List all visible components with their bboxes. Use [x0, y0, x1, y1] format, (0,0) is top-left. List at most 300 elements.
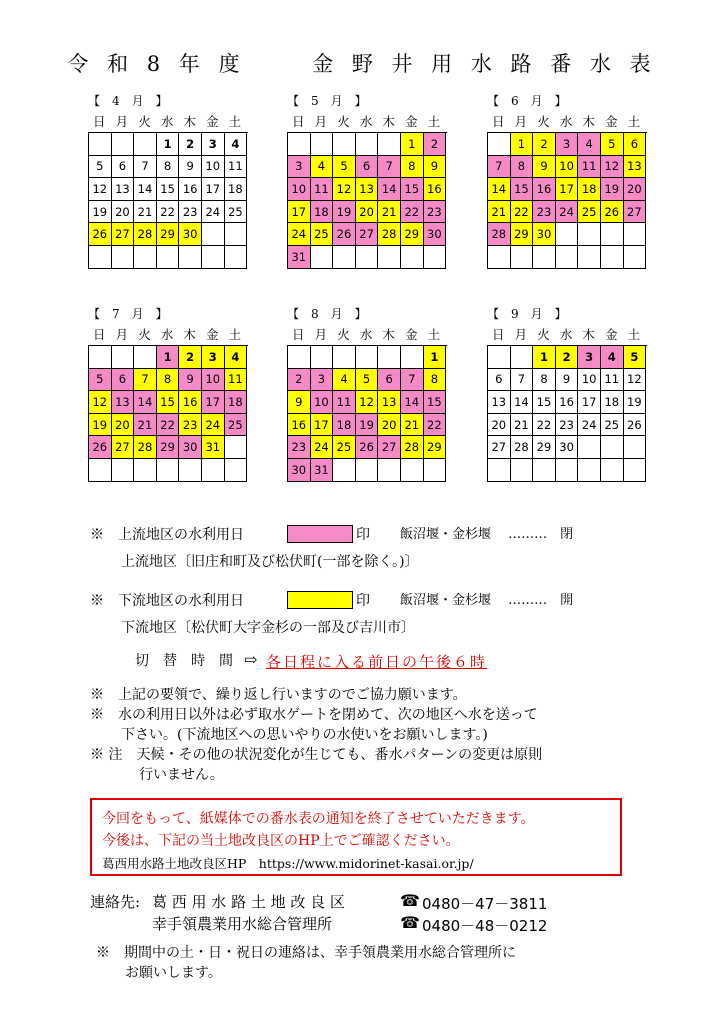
day-cell: 21 [511, 414, 534, 437]
day-cell: 8 [424, 369, 447, 392]
day-cell: 18 [578, 178, 601, 201]
day-cell: 2 [179, 346, 202, 369]
month-calendar [88, 92, 248, 269]
empty-cell [601, 223, 624, 246]
day-cell: 2 [179, 133, 202, 156]
day-cell: 28 [378, 223, 401, 246]
footer-note-cont: お願いします。 [125, 965, 222, 981]
day-cell: 13 [112, 391, 135, 414]
day-cell: 22 [511, 201, 534, 224]
weekday-label: 月 [115, 114, 129, 129]
empty-cell [311, 246, 334, 269]
day-cell: 8 [157, 156, 180, 179]
weekday-label: 日 [292, 114, 305, 129]
day-cell: 25 [225, 201, 248, 224]
day-cell: 14 [378, 178, 401, 201]
day-cell: 31 [202, 436, 225, 459]
empty-cell [311, 133, 334, 156]
day-cell: 12 [356, 391, 379, 414]
day-cell: 4 [225, 346, 248, 369]
weekday-label: 火 [337, 114, 350, 129]
day-cell: 20 [356, 201, 379, 224]
day-cell: 22 [424, 414, 447, 437]
day-cell: 18 [601, 391, 624, 414]
day-cell: 6 [112, 156, 135, 179]
day-cell: 12 [89, 391, 112, 414]
day-cell: 13 [624, 156, 647, 179]
day-cell: 12 [333, 178, 356, 201]
note-1: ※ 上記の要領で、繰り返し行いますのでご協力願います。 [90, 687, 467, 703]
day-cell: 26 [624, 414, 647, 437]
day-cell: 2 [533, 133, 556, 156]
day-cell: 21 [488, 201, 511, 224]
day-cell: 22 [157, 201, 180, 224]
notice-line-2: 今後は、下記の当土地改良区のHP上でご確認ください。 [102, 833, 460, 849]
empty-cell [202, 246, 225, 269]
day-cell: 19 [601, 178, 624, 201]
empty-cell [134, 459, 157, 482]
day-cell: 16 [288, 414, 311, 437]
day-cell: 18 [225, 391, 248, 414]
weekday-label: 火 [537, 114, 550, 129]
day-cell: 17 [288, 201, 311, 224]
day-cell: 14 [401, 391, 424, 414]
month-calendar [287, 305, 447, 482]
day-cell: 23 [179, 414, 202, 437]
day-cell: 11 [311, 178, 334, 201]
day-cell: 20 [488, 414, 511, 437]
day-cell: 8 [533, 369, 556, 392]
phone-icon: ☎ [400, 913, 420, 932]
day-cell: 31 [311, 459, 334, 482]
day-cell: 24 [556, 201, 579, 224]
day-cell: 27 [624, 201, 647, 224]
day-cell: 2 [556, 346, 579, 369]
day-cell: 29 [533, 436, 556, 459]
day-cell: 26 [89, 436, 112, 459]
month-label: 【 9 月 】 [487, 307, 567, 321]
day-cell: 16 [424, 178, 447, 201]
empty-cell [624, 246, 647, 269]
day-cell: 27 [378, 436, 401, 459]
weekday-header [287, 323, 447, 345]
day-cell: 9 [556, 369, 579, 392]
weekday-label: 月 [314, 327, 328, 342]
day-cell: 23 [424, 201, 447, 224]
day-cell: 15 [533, 391, 556, 414]
weekday-label: 木 [582, 114, 595, 129]
day-cell: 11 [601, 369, 624, 392]
empty-cell [556, 246, 579, 269]
day-cell: 3 [578, 346, 601, 369]
day-cell: 9 [179, 369, 202, 392]
day-grid [487, 345, 647, 482]
day-cell: 9 [533, 156, 556, 179]
weekday-label: 日 [292, 327, 305, 342]
day-cell: 26 [601, 201, 624, 224]
empty-cell [112, 459, 135, 482]
day-cell: 24 [311, 436, 334, 459]
empty-cell [356, 346, 379, 369]
upstream-mark: 印 [356, 527, 370, 543]
weekday-label: 月 [314, 114, 328, 129]
empty-cell [578, 436, 601, 459]
day-cell: 19 [624, 391, 647, 414]
day-cell: 5 [333, 156, 356, 179]
empty-cell [624, 223, 647, 246]
day-cell: 19 [89, 201, 112, 224]
empty-cell [578, 223, 601, 246]
month-calendar [487, 92, 647, 269]
day-cell: 27 [112, 223, 135, 246]
weekday-label: 火 [138, 327, 151, 342]
day-cell: 30 [556, 436, 579, 459]
day-cell: 23 [556, 414, 579, 437]
day-cell: 29 [511, 223, 534, 246]
empty-cell [401, 459, 424, 482]
weekday-label: 土 [427, 114, 441, 129]
empty-cell [157, 246, 180, 269]
day-cell: 29 [401, 223, 424, 246]
day-cell: 16 [179, 178, 202, 201]
downstream-area: 下流地区〔松伏町大字金杉の一部及び吉川市〕 [121, 620, 415, 636]
day-cell: 29 [157, 436, 180, 459]
day-cell: 4 [225, 133, 248, 156]
day-cell: 18 [225, 178, 248, 201]
empty-cell [112, 246, 135, 269]
day-cell: 1 [511, 133, 534, 156]
phone-icon: ☎ [400, 891, 420, 910]
empty-cell [401, 346, 424, 369]
empty-cell [89, 246, 112, 269]
day-cell: 28 [134, 223, 157, 246]
notice-line-1: 今回をもって、紙媒体での番水表の通知を終了させていただきます。 [102, 811, 535, 827]
day-cell: 23 [288, 436, 311, 459]
day-cell: 4 [311, 156, 334, 179]
empty-cell [157, 459, 180, 482]
month-label: 【 8 月 】 [287, 307, 367, 321]
contact-org-1: 葛 西 用 水 路 土 地 改 良 区 [152, 893, 345, 911]
footer-note: ※ 期間中の土・日・祝日の連絡は、幸手領農業用水総合管理所に [96, 945, 516, 961]
switch-time-label: 切 替 時 間 [135, 653, 233, 669]
day-cell: 7 [378, 156, 401, 179]
day-cell: 18 [333, 414, 356, 437]
day-cell: 1 [533, 346, 556, 369]
day-cell: 11 [225, 369, 248, 392]
arrow-right-icon: ⇨ [244, 650, 258, 669]
day-cell: 22 [533, 414, 556, 437]
day-cell: 10 [288, 178, 311, 201]
empty-cell [533, 459, 556, 482]
day-cell: 5 [356, 369, 379, 392]
day-cell: 1 [401, 133, 424, 156]
empty-cell [288, 133, 311, 156]
day-cell: 7 [401, 369, 424, 392]
day-cell: 14 [134, 178, 157, 201]
day-cell: 7 [134, 369, 157, 392]
empty-cell [533, 246, 556, 269]
empty-cell [89, 346, 112, 369]
weekday-label: 火 [337, 327, 350, 342]
weekday-header [287, 110, 447, 132]
weekday-label: 水 [160, 327, 174, 342]
empty-cell [356, 133, 379, 156]
empty-cell [424, 459, 447, 482]
day-cell: 4 [333, 369, 356, 392]
day-cell: 23 [179, 201, 202, 224]
day-cell: 28 [401, 436, 424, 459]
day-cell: 3 [202, 346, 225, 369]
empty-cell [488, 133, 511, 156]
weekday-label: 木 [183, 114, 196, 129]
empty-cell [556, 223, 579, 246]
day-cell: 2 [288, 369, 311, 392]
day-cell: 1 [157, 133, 180, 156]
empty-cell [424, 246, 447, 269]
day-cell: 30 [288, 459, 311, 482]
day-cell: 9 [424, 156, 447, 179]
weekday-label: 水 [160, 114, 174, 129]
day-cell: 21 [134, 414, 157, 437]
day-cell: 30 [179, 223, 202, 246]
switch-time-value: 各日程に入る前日の午後６時 [266, 653, 488, 671]
day-cell: 3 [311, 369, 334, 392]
pink-swatch [287, 525, 353, 543]
weekday-label: 日 [93, 327, 106, 342]
day-cell: 28 [134, 436, 157, 459]
weekday-header [487, 323, 647, 345]
day-cell: 14 [488, 178, 511, 201]
weekday-label: 火 [138, 114, 151, 129]
month-label: 【 4 月 】 [88, 94, 168, 108]
day-cell: 22 [157, 414, 180, 437]
empty-cell [601, 436, 624, 459]
day-cell: 19 [333, 201, 356, 224]
weekday-label: 金 [206, 327, 219, 342]
day-cell: 7 [134, 156, 157, 179]
empty-cell [624, 436, 647, 459]
empty-cell [511, 459, 534, 482]
day-cell: 11 [225, 156, 248, 179]
downstream-usage-label: ※ 下流地区の水利用日 [90, 593, 244, 609]
day-cell: 30 [533, 223, 556, 246]
empty-cell [356, 246, 379, 269]
day-cell: 15 [511, 178, 534, 201]
day-cell: 4 [601, 346, 624, 369]
month-label: 【 6 月 】 [487, 94, 567, 108]
day-cell: 25 [578, 201, 601, 224]
month-calendar [287, 92, 447, 269]
empty-cell [112, 133, 135, 156]
day-cell: 12 [601, 156, 624, 179]
day-cell: 20 [378, 414, 401, 437]
day-cell: 13 [378, 391, 401, 414]
contact-label: 連絡先: [90, 893, 141, 911]
day-grid [287, 345, 447, 482]
empty-cell [333, 346, 356, 369]
day-cell: 11 [578, 156, 601, 179]
day-cell: 11 [333, 391, 356, 414]
day-cell: 25 [333, 436, 356, 459]
month-label: 【 7 月 】 [88, 307, 168, 321]
day-cell: 22 [401, 201, 424, 224]
day-cell: 1 [157, 346, 180, 369]
day-cell: 16 [556, 391, 579, 414]
upstream-usage-label: ※ 上流地区の水利用日 [90, 527, 244, 543]
day-cell: 8 [401, 156, 424, 179]
empty-cell [578, 459, 601, 482]
weekday-label: 月 [514, 327, 528, 342]
day-cell: 30 [424, 223, 447, 246]
day-cell: 16 [179, 391, 202, 414]
day-cell: 13 [488, 391, 511, 414]
day-cell: 3 [556, 133, 579, 156]
day-cell: 17 [202, 391, 225, 414]
empty-cell [333, 133, 356, 156]
day-cell: 1 [424, 346, 447, 369]
day-cell: 13 [112, 178, 135, 201]
weekday-label: 月 [115, 327, 129, 342]
day-cell: 29 [157, 223, 180, 246]
weekday-header [487, 110, 647, 132]
day-cell: 27 [488, 436, 511, 459]
weekday-label: 金 [206, 114, 219, 129]
day-cell: 3 [202, 133, 225, 156]
day-cell: 10 [311, 391, 334, 414]
weekday-label: 金 [405, 327, 418, 342]
empty-cell [89, 133, 112, 156]
weekday-label: 金 [405, 114, 418, 129]
day-cell: 9 [179, 156, 202, 179]
day-cell: 6 [112, 369, 135, 392]
empty-cell [333, 459, 356, 482]
contact-tel-1[interactable]: 0480－47－3811 [422, 895, 548, 913]
weekday-label: 水 [559, 114, 573, 129]
day-cell: 15 [424, 391, 447, 414]
day-cell: 10 [556, 156, 579, 179]
day-cell: 13 [356, 178, 379, 201]
weekday-label: 水 [559, 327, 573, 342]
day-cell: 21 [134, 201, 157, 224]
day-cell: 24 [288, 223, 311, 246]
day-cell: 26 [356, 436, 379, 459]
day-cell: 10 [202, 156, 225, 179]
day-cell: 19 [356, 414, 379, 437]
empty-cell [488, 459, 511, 482]
day-cell: 29 [424, 436, 447, 459]
empty-cell [179, 246, 202, 269]
day-cell: 6 [378, 369, 401, 392]
weekday-label: 木 [582, 327, 595, 342]
empty-cell [601, 246, 624, 269]
empty-cell [511, 246, 534, 269]
weekday-label: 金 [605, 114, 618, 129]
day-cell: 3 [288, 156, 311, 179]
yellow-swatch [287, 591, 353, 609]
weekday-label: 火 [537, 327, 550, 342]
empty-cell [356, 459, 379, 482]
empty-cell [488, 346, 511, 369]
day-grid [88, 132, 248, 269]
empty-cell [89, 459, 112, 482]
weekday-label: 木 [382, 327, 395, 342]
day-cell: 25 [311, 223, 334, 246]
day-cell: 10 [578, 369, 601, 392]
day-cell: 12 [89, 178, 112, 201]
weekday-label: 水 [359, 114, 373, 129]
day-cell: 26 [89, 223, 112, 246]
day-cell: 5 [601, 133, 624, 156]
contact-tel-2[interactable]: 0480－48－0212 [422, 917, 548, 935]
notice-box [90, 798, 622, 876]
empty-cell [112, 346, 135, 369]
day-cell: 7 [511, 369, 534, 392]
day-cell: 21 [378, 201, 401, 224]
day-cell: 17 [202, 178, 225, 201]
empty-cell [511, 346, 534, 369]
day-cell: 25 [601, 414, 624, 437]
day-grid [287, 132, 447, 269]
empty-cell [378, 459, 401, 482]
day-cell: 6 [624, 133, 647, 156]
empty-cell [225, 436, 248, 459]
empty-cell [134, 246, 157, 269]
weekday-header [88, 323, 248, 345]
empty-cell [202, 223, 225, 246]
day-cell: 20 [112, 201, 135, 224]
contact-org-2: 幸手領農業用水総合管理所 [152, 915, 333, 933]
day-cell: 28 [511, 436, 534, 459]
day-cell: 25 [225, 414, 248, 437]
day-cell: 17 [311, 414, 334, 437]
note-3: ※ 注 天候・その他の状況変化が生じても、番水パターンの変更は原則 [90, 747, 543, 763]
empty-cell [624, 459, 647, 482]
day-cell: 14 [511, 391, 534, 414]
day-cell: 23 [533, 201, 556, 224]
weekday-label: 木 [382, 114, 395, 129]
empty-cell [225, 246, 248, 269]
day-cell: 24 [578, 414, 601, 437]
day-cell: 27 [356, 223, 379, 246]
day-cell: 31 [288, 246, 311, 269]
day-grid [487, 132, 647, 269]
day-cell: 20 [112, 414, 135, 437]
empty-cell [488, 246, 511, 269]
day-cell: 4 [578, 133, 601, 156]
empty-cell [225, 223, 248, 246]
day-cell: 27 [112, 436, 135, 459]
empty-cell [179, 459, 202, 482]
empty-cell [333, 246, 356, 269]
day-cell: 15 [401, 178, 424, 201]
day-cell: 7 [488, 156, 511, 179]
weekday-label: 日 [492, 327, 505, 342]
weekday-label: 木 [183, 327, 196, 342]
month-calendar [88, 305, 248, 482]
empty-cell [134, 133, 157, 156]
website-link[interactable]: 葛西用水路土地改良区HP https://www.midorinet-kasai.or.jp/ [102, 856, 474, 871]
page-title: 令 和 8 年 度 金 野 井 用 水 路 番 水 表 [67, 52, 657, 76]
empty-cell [578, 246, 601, 269]
day-cell: 5 [624, 346, 647, 369]
day-cell: 10 [202, 369, 225, 392]
weekday-label: 土 [427, 327, 441, 342]
day-cell: 17 [578, 391, 601, 414]
note-3-cont: 行いません。 [139, 767, 224, 783]
downstream-gate-status: 飯沼堰・金杉堰 ……… 開 [400, 593, 574, 608]
empty-cell [311, 346, 334, 369]
weekday-label: 月 [514, 114, 528, 129]
